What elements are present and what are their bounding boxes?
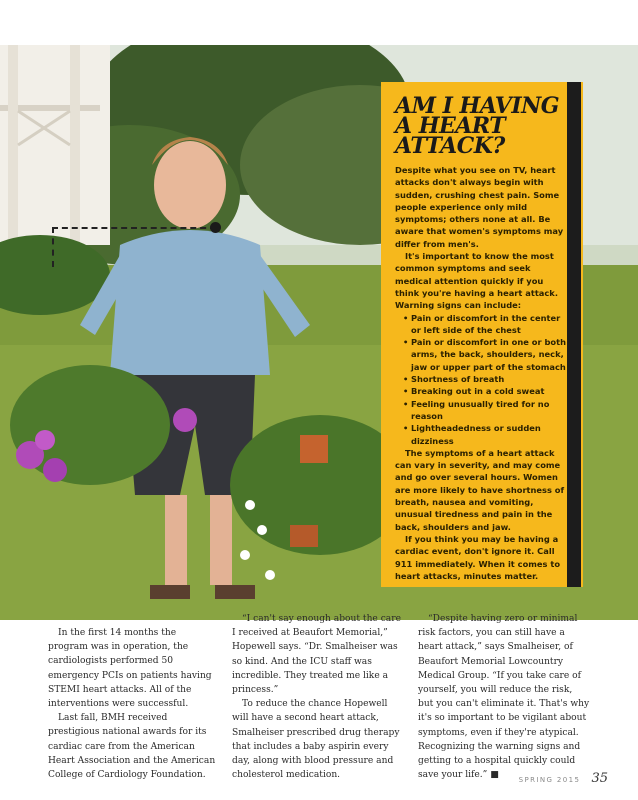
sidebar-intro: Despite what you see on TV, heart attacks don't always begin with sudden, crushing chest pain. Some people experience only mild symptoms; others none at all. Be aware that women's symptoms may differ from men's.	[395, 165, 564, 249]
article-column-1	[48, 626, 218, 782]
article-paragraph: To reduce the chance Hopewell will have a second heart attack, Smalheiser prescribed drug therapy that includes a baby aspirin every day, along with blood pressure and cholesterol medication.	[232, 699, 400, 781]
leader-line-drop	[52, 227, 54, 267]
symptom-item: • Pain or discomfort in one or both arms, the back, shoulders, neck, jaw or upper part of the stomach	[403, 336, 567, 373]
page-footer	[519, 767, 608, 786]
symptom-item: • Lightheadedness or sudden dizziness	[403, 422, 567, 447]
symptom-list	[395, 312, 567, 447]
leader-line	[52, 227, 216, 229]
sidebar-paragraph-4: If you think you may be having a cardiac event, don't ignore it. Call 911 immediately. When it comes to heart attacks, minutes matter.	[395, 533, 561, 581]
article-paragraph: Last fall, BMH received prestigious national awards for its cardiac care from the American Heart Association and the American College of Cardiology Foundation.	[48, 713, 216, 781]
issue-label: SPRING 2015	[518, 776, 581, 784]
page-number: 35	[591, 771, 608, 786]
sidebar-black-stripe	[567, 82, 581, 587]
symptom-item: • Feeling unusually tired for no reason	[403, 398, 567, 423]
symptom-item: • Breaking out in a cold sweat	[403, 385, 567, 397]
leader-dot	[210, 222, 221, 233]
sidebar-body	[395, 164, 567, 582]
sidebar-title: AM I HAVING A HEART ATTACK?	[395, 93, 560, 159]
sidebar-paragraph-2: It's important to know the most common symptoms and seek medical attention quickly if you think you're having a heart attack. Warning signs can include:	[395, 251, 558, 311]
heart-attack-sidebar	[381, 82, 583, 587]
article-column-3	[418, 612, 590, 782]
symptom-item: • Shortness of breath	[403, 373, 567, 385]
article-paragraph: “I can't say enough about the care I received at Beaufort Memorial,” Hopewell says. “Dr. Smalheiser was so kind. And the ICU staff was incredible. They treated me like a princess.”	[232, 614, 401, 696]
article-column-2	[232, 612, 402, 782]
symptom-item: • Pain or discomfort in the center or left side of the chest	[403, 312, 567, 337]
article-paragraph: In the first 14 months the program was in operation, the cardiologists performed 50 emergency PCIs on patients having STEMI heart attacks. All of the interventions were successful.	[48, 628, 212, 710]
article-paragraph: “Despite having zero or minimal risk factors, you can still have a heart attack,” says Smalheiser, of Beaufort Memorial Lowcountry Medical Group. “If you take care of yourself, you will reduce the risk, but you can't eliminate it. That's why it's so important to be vigilant about symptoms, even if they're atypical. Recognizing the warning signs and getting to a hospital quickly could save your life.” ■	[418, 614, 590, 781]
sidebar-paragraph-3: The symptoms of a heart attack can vary in severity, and may come and go over several hours. Women are more likely to have shortness of breath, nausea and vomiting, unusual tiredness and pain in the back, shoulders and jaw.	[395, 447, 565, 532]
